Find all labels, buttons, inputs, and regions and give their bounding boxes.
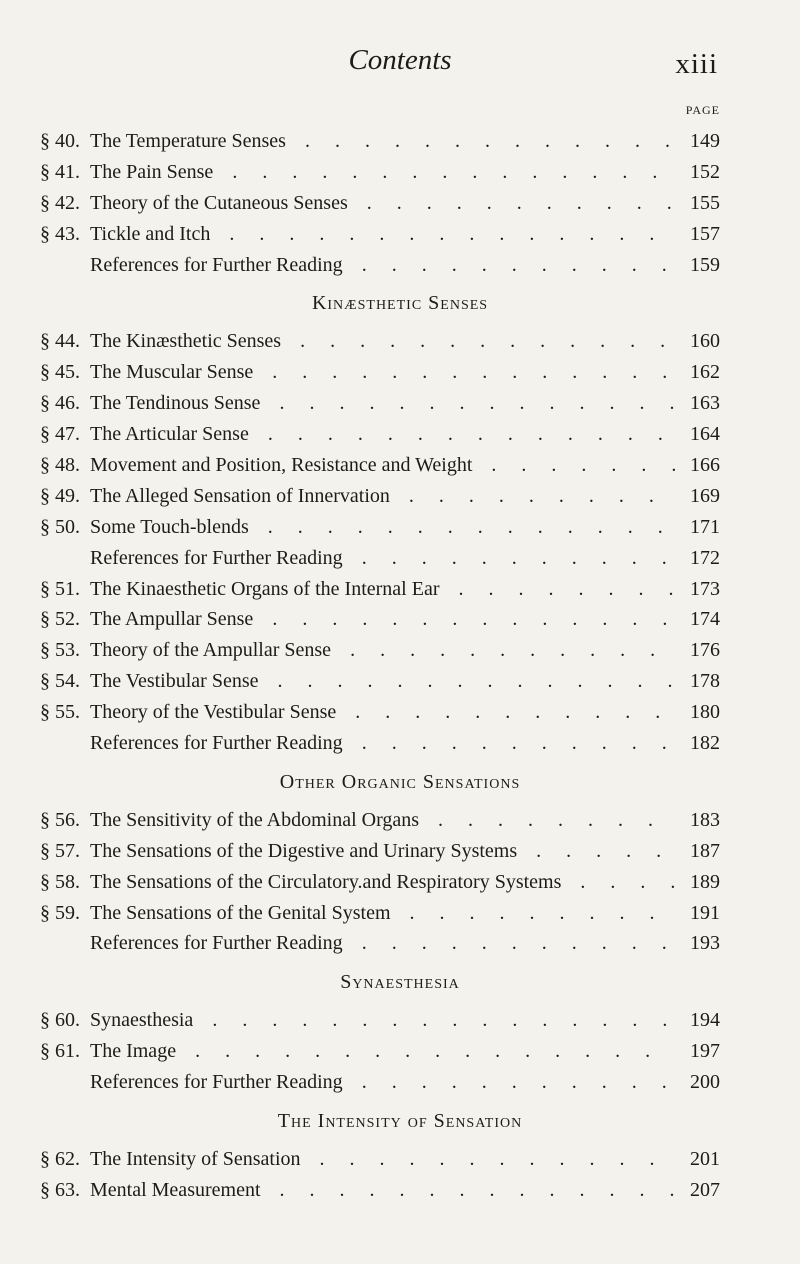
page-number: 183 xyxy=(690,808,720,831)
page-number: 164 xyxy=(690,423,720,446)
toc-entry[interactable] xyxy=(0,419,800,450)
entry-title: Some Touch-blends xyxy=(90,516,253,538)
section-number: § 51. xyxy=(40,577,80,600)
entry-title-leader xyxy=(90,805,676,836)
toc-entry[interactable] xyxy=(0,250,800,281)
toc-entry[interactable] xyxy=(0,126,800,157)
page-number: 172 xyxy=(690,546,720,569)
section-number: § 53. xyxy=(40,639,80,662)
entry-title-leader xyxy=(90,512,676,543)
entry-title-leader xyxy=(90,574,676,605)
entry-title-leader xyxy=(90,481,676,512)
entry-title: Synaesthesia xyxy=(90,1009,197,1031)
toc-entry[interactable] xyxy=(0,219,800,250)
entry-title-leader xyxy=(90,666,676,697)
toc-entry[interactable] xyxy=(0,512,800,543)
entry-title: References for Further Reading xyxy=(90,1071,347,1093)
entry-title-leader xyxy=(90,450,676,481)
toc-entry[interactable] xyxy=(0,543,800,574)
page-number: 194 xyxy=(690,1009,720,1032)
section-number: § 46. xyxy=(40,392,80,415)
entry-title: References for Further Reading xyxy=(90,732,347,754)
page-number: 207 xyxy=(690,1178,720,1201)
section-heading: Kinæsthetic Senses xyxy=(311,292,489,315)
entry-title-leader xyxy=(90,635,676,666)
page-number: 189 xyxy=(690,870,720,893)
entry-title-leader xyxy=(90,867,676,898)
section-number: § 42. xyxy=(40,191,80,214)
section-number: § 41. xyxy=(40,160,80,183)
page-number: 166 xyxy=(690,454,720,477)
entry-title: The Sensations of the Genital System xyxy=(90,902,395,924)
entry-title: The Sensations of the Digestive and Urinary Systems xyxy=(90,840,521,862)
entry-title-leader xyxy=(90,543,676,574)
entry-title: References for Further Reading xyxy=(90,547,347,569)
entry-title: Theory of the Vestibular Sense xyxy=(90,701,340,723)
entry-title: The Tendinous Sense xyxy=(90,392,264,414)
entry-title: Theory of the Cutaneous Senses xyxy=(90,192,352,214)
section-number: § 47. xyxy=(40,423,80,446)
section-number: § 61. xyxy=(40,1040,80,1063)
entry-title-leader xyxy=(90,928,676,959)
entry-title: References for Further Reading xyxy=(90,932,347,954)
entry-title-leader xyxy=(90,898,676,929)
entry-title: The Kinaesthetic Organs of the Internal Ear xyxy=(90,578,444,600)
toc-entry[interactable] xyxy=(0,928,800,959)
page-title: Contents xyxy=(348,44,452,76)
toc-entry[interactable] xyxy=(0,604,800,635)
toc-entry[interactable] xyxy=(0,188,800,219)
toc-entry[interactable] xyxy=(0,1036,800,1067)
entry-title: The Alleged Sensation of Innervation xyxy=(90,485,394,507)
entry-title: The Intensity of Sensation xyxy=(90,1148,305,1170)
section-number: § 55. xyxy=(40,701,80,724)
toc-entry[interactable] xyxy=(0,836,800,867)
entry-title: The Articular Sense xyxy=(90,423,253,445)
page-number: 152 xyxy=(690,160,720,183)
entry-title-leader xyxy=(90,250,676,281)
page-number: 160 xyxy=(690,330,720,353)
entry-title-leader xyxy=(90,126,676,157)
page-number: 149 xyxy=(690,130,720,152)
page-number: 200 xyxy=(690,1071,720,1094)
entry-title-leader xyxy=(90,219,676,250)
toc-entry[interactable] xyxy=(0,450,800,481)
section-number: § 60. xyxy=(40,1009,80,1032)
entry-title: The Kinæsthetic Senses xyxy=(90,330,285,352)
page-number: 197 xyxy=(690,1040,720,1063)
page-number: 193 xyxy=(690,932,720,955)
entry-title-leader xyxy=(90,604,676,635)
toc-entry[interactable] xyxy=(0,326,800,357)
toc-entry[interactable] xyxy=(0,867,800,898)
entry-title: Tickle and Itch xyxy=(90,223,214,245)
section-heading: Other Organic Sensations xyxy=(279,770,521,793)
table-of-contents xyxy=(0,126,800,1206)
toc-entry[interactable] xyxy=(0,805,800,836)
entry-title-leader xyxy=(90,697,676,728)
entry-title-leader xyxy=(90,1036,676,1067)
page-number: 187 xyxy=(690,839,720,862)
toc-entry[interactable] xyxy=(0,666,800,697)
toc-entry[interactable] xyxy=(0,635,800,666)
toc-entry[interactable] xyxy=(0,481,800,512)
toc-entry[interactable] xyxy=(0,1144,800,1175)
entry-title: Movement and Position, Resistance and Weight xyxy=(90,454,476,476)
entry-title: The Vestibular Sense xyxy=(90,670,263,692)
section-number: § 49. xyxy=(40,484,80,507)
entry-title-leader xyxy=(90,1005,676,1036)
entry-title: References for Further Reading xyxy=(90,254,347,276)
entry-title-leader xyxy=(90,728,676,759)
page-number: 201 xyxy=(690,1148,720,1171)
page-number: 169 xyxy=(690,484,720,507)
toc-entry[interactable] xyxy=(0,898,800,929)
entry-title: Mental Measurement xyxy=(90,1179,265,1201)
entry-title: The Sensitivity of the Abdominal Organs xyxy=(90,809,423,831)
page-number: 163 xyxy=(690,392,720,415)
toc-entry[interactable] xyxy=(0,697,800,728)
toc-entry[interactable] xyxy=(0,1175,800,1206)
section-number: § 58. xyxy=(40,870,80,893)
page-number: 180 xyxy=(690,701,720,724)
entry-title-leader xyxy=(90,157,676,188)
section-number: § 54. xyxy=(40,670,80,693)
entry-title: The Temperature Senses xyxy=(90,130,290,152)
page-number: 174 xyxy=(690,608,720,631)
section-number: § 40. xyxy=(40,130,80,152)
toc-entry[interactable] xyxy=(0,357,800,388)
toc-entry[interactable] xyxy=(0,1067,800,1098)
entry-title: The Pain Sense xyxy=(90,161,217,183)
section-number: § 43. xyxy=(40,222,80,245)
entry-title-leader xyxy=(90,1175,676,1206)
page-number: 176 xyxy=(690,639,720,662)
page-number: 162 xyxy=(690,361,720,384)
entry-title: The Sensations of the Circulatory.and Respiratory Systems xyxy=(90,871,565,893)
toc-entry[interactable] xyxy=(0,157,800,188)
page-column-label: PAGE xyxy=(685,103,720,117)
entry-title: The Muscular Sense xyxy=(90,361,257,383)
page-number: 157 xyxy=(690,222,720,245)
section-number: § 56. xyxy=(40,808,80,831)
entry-title: The Image xyxy=(90,1040,180,1062)
toc-entry[interactable] xyxy=(0,388,800,419)
entry-title: The Ampullar Sense xyxy=(90,608,257,630)
entry-title-leader xyxy=(90,388,676,419)
entry-title: Theory of the Ampullar Sense xyxy=(90,639,335,661)
entry-title-leader xyxy=(90,1067,676,1098)
page-number: 182 xyxy=(690,732,720,755)
entry-title-leader xyxy=(90,836,676,867)
page-number: 159 xyxy=(690,253,720,276)
entry-title-leader xyxy=(90,1144,676,1175)
page-number: 173 xyxy=(690,577,720,600)
section-number: § 57. xyxy=(40,839,80,862)
section-heading: The Intensity of Sensation xyxy=(277,1110,523,1133)
section-number: § 59. xyxy=(40,901,80,924)
entry-title-leader xyxy=(90,188,676,219)
toc-entry[interactable] xyxy=(0,574,800,605)
page-number: 178 xyxy=(690,670,720,693)
page-number: 155 xyxy=(690,191,720,214)
section-number: § 62. xyxy=(40,1148,80,1171)
page-number: 171 xyxy=(690,515,720,538)
section-heading: Synaesthesia xyxy=(340,971,460,994)
section-number: § 44. xyxy=(40,330,80,353)
section-number: § 45. xyxy=(40,361,80,384)
page-number: 191 xyxy=(690,901,720,924)
entry-title-leader xyxy=(90,326,676,357)
section-number: § 52. xyxy=(40,608,80,631)
toc-entry[interactable] xyxy=(0,728,800,759)
entry-title-leader xyxy=(90,357,676,388)
page-numeral: xiii xyxy=(675,48,718,80)
section-number: § 63. xyxy=(40,1178,80,1201)
section-number: § 50. xyxy=(40,515,80,538)
toc-entry[interactable] xyxy=(0,1005,800,1036)
section-number: § 48. xyxy=(40,454,80,477)
entry-title-leader xyxy=(90,419,676,450)
